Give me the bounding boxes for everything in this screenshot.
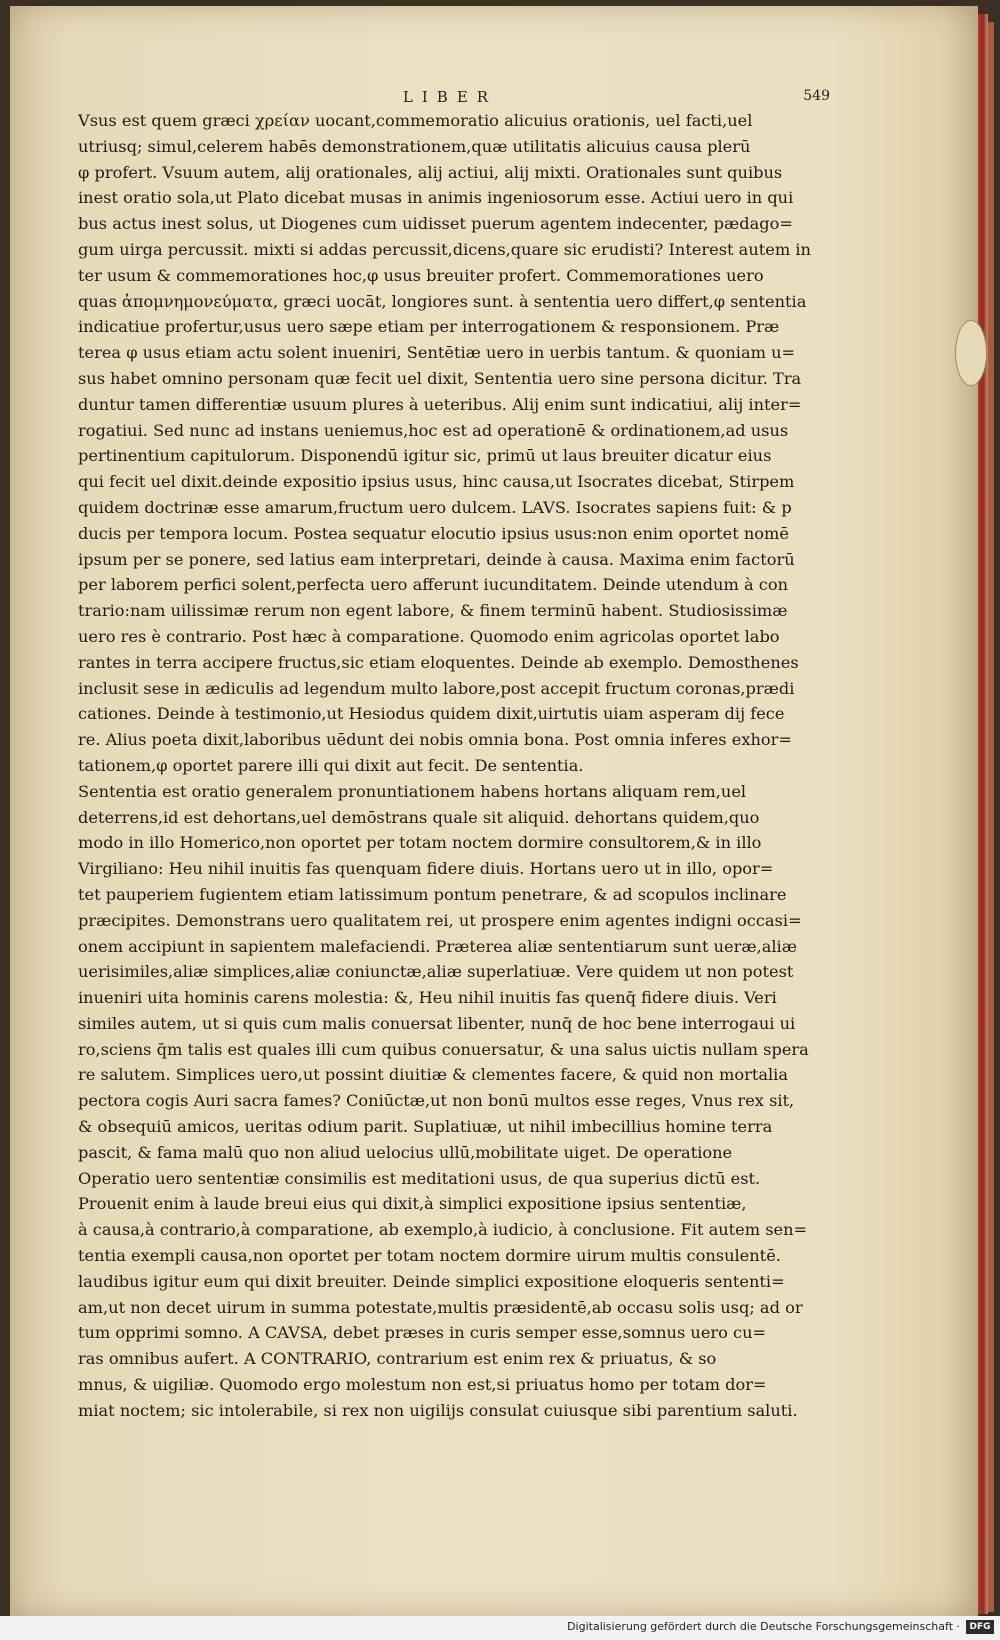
text-line: laudibus igitur eum qui dixit breuiter. Deinde simplici expositione eloqueris sententi= — [78, 1271, 785, 1291]
text-line: tum opprimi somno. A CAVSA, debet præses in curis semper esse,somnus uero cu= — [78, 1323, 767, 1343]
text-line: tentia exempli causa,non oportet per totam noctem dormire uirum multis consulentē. — [78, 1246, 781, 1266]
text-line: indicatiue profertur,usus uero sæpe etiam per interrogationem & responsionem. Præ — [78, 317, 780, 337]
text-block — [78, 108, 836, 1424]
text-line: & obsequiū amicos, ueritas odium parit. Suplatiuæ, ut nihil imbecillius homine terra — [78, 1117, 773, 1137]
text-line: uerisimiles,aliæ simplices,aliæ coniunctæ,aliæ superlatiuæ. Vere quidem ut non potest — [78, 962, 794, 982]
text-line: quidem doctrinæ esse amarum,fructum uero dulcem. LAVS. Isocrates sapiens fuit: & p — [78, 497, 792, 517]
text-line: inest oratio sola,ut Plato dicebat musas in animis ingeniosorum esse. Actiui uero in qui — [78, 188, 794, 208]
text-line: inueniri uita hominis carens molestia: &, Heu nihil inuitis fas quenq̄ fidere diuis. Veri — [78, 988, 777, 1008]
text-line: cationes. Deinde à testimonio,ut Hesiodus quidem dixit,uirtutis uiam asperam dij fece — [78, 704, 785, 724]
text-line: ro,sciens q̄m talis est quales illi cum quibus conuersatur, & una salus uictis nullam spera — [78, 1039, 809, 1059]
footer-bar — [0, 1616, 1000, 1640]
text-line: pectora cogis Auri sacra fames? Coniūctæ,ut non bonū multos esse reges, Vnus rex sit, — [78, 1091, 795, 1111]
text-line: ter usum & commemorationes hoc,φ usus breuiter profert. Commemorationes uero — [78, 265, 764, 285]
text-line: ipsum per se ponere, sed latius eam interpretari, deinde à causa. Maxima enim factorū — [78, 549, 795, 569]
text-line: Vsus est quem græci χρείαν uocant,commemoratio alicuius orationis, uel facti,uel — [78, 111, 753, 130]
text-line: uero res è contrario. Post hæc à comparatione. Quomodo enim agricolas oportet labo — [78, 626, 780, 646]
text-line: pascit, & fama malū quo non aliud uelocius ullū,mobilitate uiget. De operatione — [78, 1142, 733, 1162]
page-edge-red — [978, 14, 988, 1614]
text-line: gum uirga percussit. mixti si addas percussit,dicens,quare sic erudisti? Interest autem in — [78, 239, 811, 259]
text-line: similes autem, ut si quis cum malis conuersat libenter, nunq̄ de hoc bene interrogaui ui — [78, 1013, 796, 1033]
text-line: trario:nam uilissimæ rerum non egent labore, & finem terminū habent. Studiosissimæ — [78, 601, 788, 621]
text-line: miat noctem; sic intolerabile, si rex non uigilijs consulat cuiusque sibi parentium saluti. — [78, 1400, 798, 1420]
text-line: Operatio uero sententiæ consimilis est meditationi usus, de qua superius dictū est. — [78, 1168, 761, 1188]
text-line: per laborem perfici solent,perfecta uero afferunt iucunditatem. Deinde utendum à con — [78, 575, 788, 595]
text-line: utriusq; simul,celerem habēs demonstrationem,quæ utilitatis alicuius causa plerū — [78, 136, 751, 156]
text-line: Prouenit enim à laude breui eius qui dixit,à simplici expositione ipsius sententiæ, — [78, 1194, 747, 1214]
text-line: inclusit sese in ædiculis ad legendum multo labore,post accepit fructum coronas,prædi — [78, 678, 795, 698]
text-line: mnus, & uigiliæ. Quomodo ergo molestum non est,si priuatus homo per totam dor= — [78, 1375, 767, 1395]
text-line: pertinentium capitulorum. Disponendū igitur sic, primū ut laus breuiter dicatur eius — [78, 446, 772, 466]
text-line: duntur tamen differentiæ usuum plures à ueteribus. Alij enim sunt indicatiui, alij inter= — [78, 394, 802, 414]
text-line: bus actus inest solus, ut Diogenes cum uidisset puerum agentem indecenter, pædago= — [78, 214, 793, 234]
text-line: tet pauperiem fugientem etiam latissimum pontum penetrare, & ad scopulos inclinare — [78, 884, 787, 904]
text-line: φ profert. Vsuum autem, alij orationales, alij actiui, alij mixti. Orationales sunt quibus — [78, 162, 783, 182]
text-line: qui fecit uel dixit.deinde expositio ipsius usus, hinc causa,ut Isocrates dicebat, Stirpem — [78, 472, 795, 492]
text-line: ras omnibus aufert. A CONTRARIO, contrarium est enim rex & priuatus, & so — [78, 1349, 717, 1369]
page-edge-stack — [988, 22, 994, 1612]
text-line: quas ἀπομνημονεύματα, græci uocāt, longiores sunt. à sententia uero differt,φ sententia — [78, 291, 807, 311]
text-line: terea φ usus etiam actu solent inueniri, Sentētiæ uero in uerbis tantum. & quoniam u= — [78, 343, 796, 363]
text-line: rantes in terra accipere fructus,sic etiam eloquentes. Deinde ab exemplo. Demosthenes — [78, 652, 799, 672]
text-line: à causa,à contrario,à comparatione, ab exemplo,à iudicio, à conclusione. Fit autem sen= — [78, 1220, 808, 1240]
text-line: sus habet omnino personam quæ fecit uel dixit, Sententia uero sine persona dicitur. Tra — [78, 368, 802, 388]
running-head: LIBER — [402, 88, 498, 106]
text-line: Sententia est oratio generalem pronuntiationem habens hortans aliquam rem,uel — [78, 781, 747, 801]
text-line: am,ut non decet uirum in summa potestate,multis præsidentē,ab occasu solis usq; ad or — [78, 1297, 803, 1317]
text-line: modo in illo Homerico,non oportet per totam noctem dormire consultorem,& in illo — [78, 833, 762, 853]
dfg-logo: DFG — [966, 1620, 994, 1634]
text-line: ducis per tempora locum. Postea sequatur elocutio ipsius usus:non enim oportet nomē — [78, 523, 789, 543]
page-hole — [955, 320, 987, 386]
text-line: Virgiliano: Heu nihil inuitis fas quenquam fidere diuis. Hortans uero ut in illo, opor= — [78, 859, 774, 879]
text-line: præcipites. Demonstrans uero qualitatem rei, ut prospere enim agentes indigni occasi= — [78, 910, 802, 930]
footer-credit: Digitalisierung gefördert durch die Deutsche Forschungsgemeinschaft · — [567, 1620, 960, 1633]
text-line: onem accipiunt in sapientem malefaciendi. Præterea aliæ sententiarum sunt ueræ,aliæ — [78, 936, 797, 956]
text-line: rogatiui. Sed nunc ad instans ueniemus,hoc est ad operationē & ordinationem,ad usus — [78, 420, 789, 440]
text-line: deterrens,id est dehortans,uel demōstrans quale sit aliquid. dehortans quidem,quo — [78, 807, 760, 827]
text-line: re salutem. Simplices uero,ut possint diuitiæ & clementes facere, & quid non mortalia — [78, 1065, 788, 1085]
text-line: re. Alius poeta dixit,laboribus uēdunt dei nobis omnia bona. Post omnia inferes exhor= — [78, 730, 792, 750]
text-line: tationem,φ oportet parere illi qui dixit aut fecit. De sententia. — [78, 755, 584, 775]
folio-number: 549 — [803, 88, 830, 104]
